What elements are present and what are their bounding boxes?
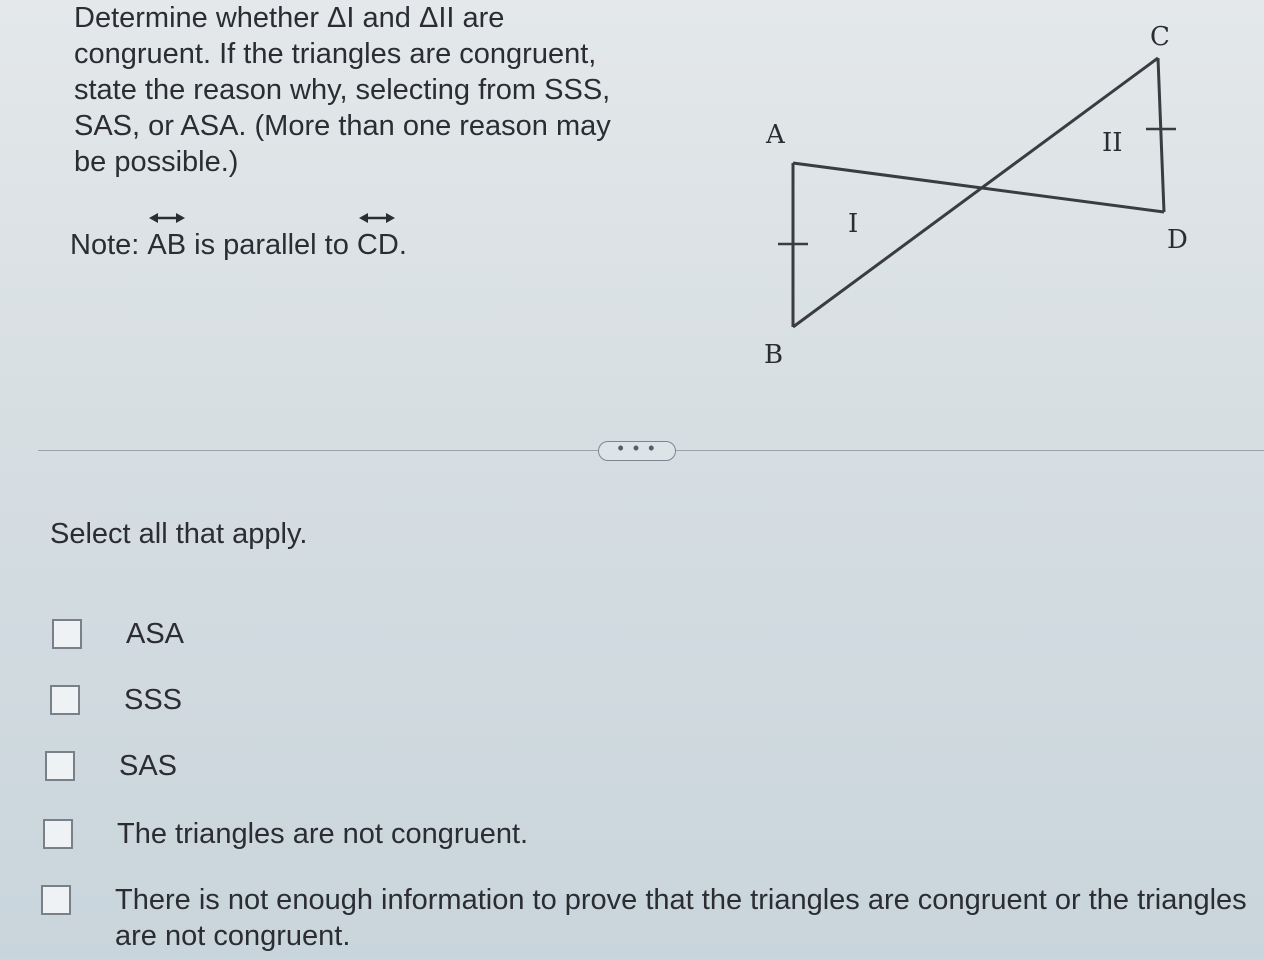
segment-ad xyxy=(793,163,1164,212)
option-label: ASA xyxy=(126,618,185,650)
segment-bc xyxy=(793,58,1158,327)
question-line: SAS, or ASA. (More than one reason may xyxy=(74,110,611,142)
note-prefix: Note: xyxy=(70,229,148,261)
segment-cd-label: CD xyxy=(356,229,399,261)
label-triangle-ii: II xyxy=(1102,128,1123,158)
option-not-congruent[interactable] xyxy=(43,816,528,852)
label-a: A xyxy=(766,120,785,150)
question-line: be possible.) xyxy=(74,146,239,178)
option-label: There is not enough information to prove that the triangles are congruent or the triangles are not congruent. xyxy=(115,884,1247,952)
line-cd xyxy=(357,225,399,265)
label-triangle-i: I xyxy=(848,209,859,239)
question-text xyxy=(74,0,674,180)
label-b: B xyxy=(764,340,784,370)
checkbox[interactable] xyxy=(45,751,75,781)
option-not-enough-info[interactable] xyxy=(41,882,1264,954)
expand-handle[interactable]: • • • xyxy=(598,441,676,461)
option-label: SSS xyxy=(124,684,183,716)
segment-cd xyxy=(1158,58,1164,212)
question-line: Determine whether ΔI and ΔII are xyxy=(74,2,505,34)
line-arrow-icon xyxy=(359,212,395,224)
line-ab xyxy=(147,225,186,265)
question-line: congruent. If the triangles are congruent, xyxy=(74,38,597,70)
option-sss[interactable] xyxy=(50,682,182,718)
parallel-note xyxy=(70,225,407,265)
checkbox[interactable] xyxy=(52,619,82,649)
checkbox[interactable] xyxy=(50,685,80,715)
label-d: D xyxy=(1167,225,1188,255)
label-c: C xyxy=(1150,22,1170,52)
segment-ab-label: AB xyxy=(147,229,187,261)
checkbox[interactable] xyxy=(41,885,71,915)
note-suffix: . xyxy=(398,229,407,261)
note-middle: is parallel to xyxy=(186,229,357,261)
triangle-figure xyxy=(740,20,1200,380)
checkbox[interactable] xyxy=(43,819,73,849)
question-line: state the reason why, selecting from SSS, xyxy=(74,74,611,106)
option-label: The triangles are not congruent. xyxy=(117,818,529,850)
option-asa[interactable] xyxy=(52,616,184,652)
instruction-text: Select all that apply. xyxy=(50,518,308,550)
option-label: SAS xyxy=(119,750,178,782)
option-sas[interactable] xyxy=(45,748,177,784)
line-arrow-icon xyxy=(149,212,185,224)
